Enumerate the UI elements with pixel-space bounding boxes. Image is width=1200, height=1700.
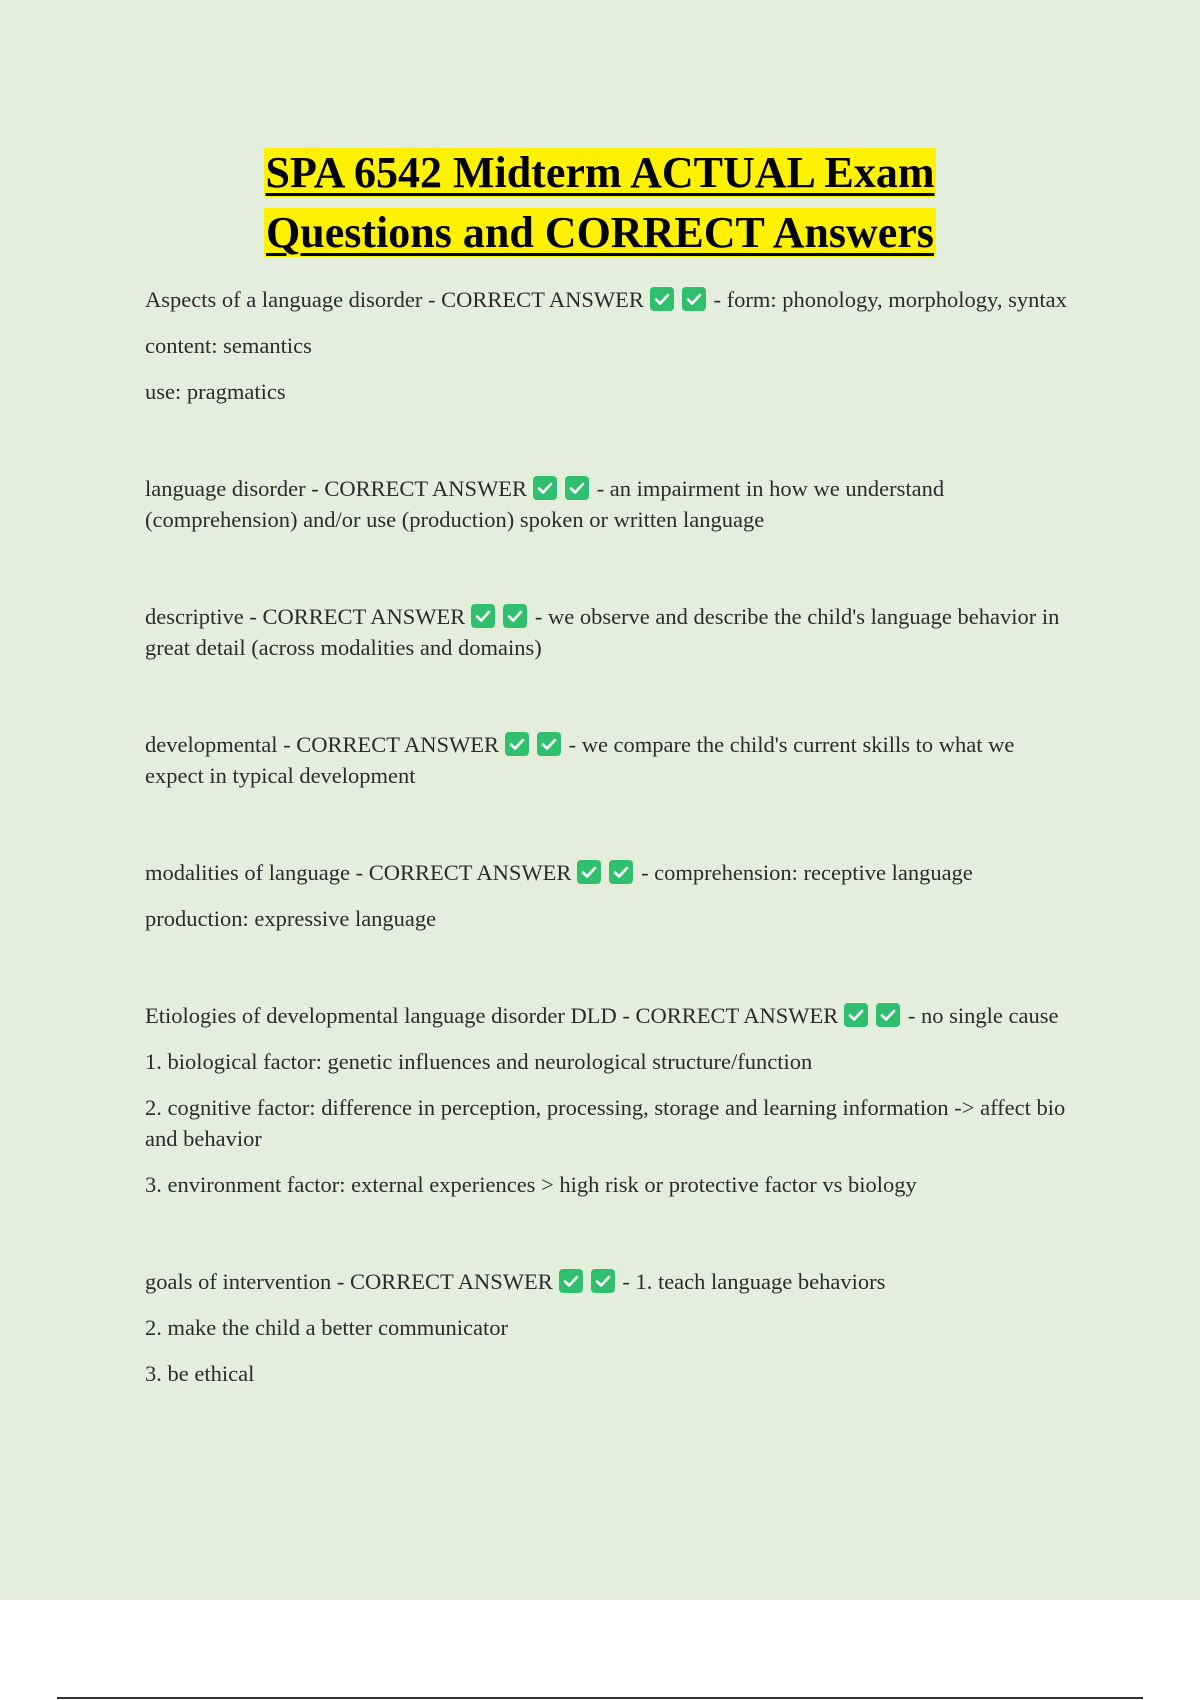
- question-term: Aspects of a language disorder -: [145, 287, 442, 312]
- correct-answer-label: CORRECT ANSWER: [349, 1269, 553, 1294]
- answer-continuation: 2. make the child a better communicator: [145, 1315, 508, 1340]
- check-mark-icon: [533, 476, 557, 500]
- qa-entry: [145, 473, 1075, 535]
- qa-entry: [145, 1266, 1075, 1389]
- title-line-1: SPA 6542 Midterm ACTUAL Exam: [265, 148, 935, 197]
- qa-entry: [145, 1000, 1075, 1200]
- check-mark-icon: [609, 860, 633, 884]
- question-term: developmental -: [145, 732, 297, 757]
- answer-continuation: 3. be ethical: [145, 1361, 255, 1386]
- answer-continuation: 3. environment factor: external experiences > high risk or protective factor vs biology: [145, 1172, 917, 1197]
- question-term: language disorder -: [145, 476, 325, 501]
- question-term: modalities of language -: [145, 860, 369, 885]
- check-mark-icon: [537, 732, 561, 756]
- check-mark-icon: [844, 1003, 868, 1027]
- footer-divider: [57, 1697, 1143, 1699]
- check-mark-icon: [682, 287, 706, 311]
- answer-text: - no single cause: [902, 1003, 1059, 1028]
- qa-entry: [145, 284, 1075, 407]
- qa-question-line: [145, 284, 1075, 315]
- answer-continuation: use: pragmatics: [145, 379, 286, 404]
- check-mark-icon: [565, 476, 589, 500]
- check-mark-icon: [471, 604, 495, 628]
- question-term: goals of intervention -: [145, 1269, 350, 1294]
- check-mark-icon: [650, 287, 674, 311]
- title-line-2: Questions and CORRECT Answers: [266, 208, 934, 257]
- correct-answer-label: CORRECT ANSWER: [324, 476, 528, 501]
- check-mark-icon: [559, 1269, 583, 1293]
- answer-continuation: 1. biological factor: genetic influences and neurological structure/function: [145, 1049, 813, 1074]
- qa-entry: [145, 601, 1075, 663]
- correct-answer-label: CORRECT ANSWER: [635, 1003, 839, 1028]
- correct-answer-label: CORRECT ANSWER: [368, 860, 572, 885]
- qa-list: [145, 284, 1075, 1389]
- question-term: Etiologies of developmental language disorder DLD -: [145, 1003, 636, 1028]
- question-term: descriptive -: [145, 604, 263, 629]
- qa-entry: [145, 729, 1075, 791]
- correct-answer-label: CORRECT ANSWER: [262, 604, 466, 629]
- qa-question-line: [145, 857, 1075, 888]
- answer-continuation: content: semantics: [145, 333, 312, 358]
- qa-question-line: [145, 729, 1075, 791]
- check-mark-icon: [577, 860, 601, 884]
- qa-question-line: [145, 1000, 1075, 1031]
- answer-text: - 1. teach language behaviors: [616, 1269, 886, 1294]
- qa-entry: [145, 857, 1075, 934]
- answer-text: - form: phonology, morphology, syntax: [707, 287, 1067, 312]
- check-mark-icon: [503, 604, 527, 628]
- correct-answer-label: CORRECT ANSWER: [441, 287, 644, 312]
- qa-question-line: [145, 1266, 1075, 1297]
- check-mark-icon: [591, 1269, 615, 1293]
- qa-question-line: [145, 601, 1075, 663]
- answer-text: - an impairment in how we understand (comprehension) and/or use (production) spoken or written language: [145, 476, 945, 532]
- check-mark-icon: [505, 732, 529, 756]
- check-mark-icon: [876, 1003, 900, 1027]
- qa-question-line: [145, 473, 1075, 535]
- answer-continuation: 2. cognitive factor: difference in perception, processing, storage and learning information -> affect bio and behavior: [145, 1095, 1066, 1151]
- correct-answer-label: CORRECT ANSWER: [296, 732, 499, 757]
- answer-text: - we compare the child's current skills to what we expect in typical development: [145, 732, 1015, 788]
- answer-continuation: production: expressive language: [145, 906, 437, 931]
- answer-text: - comprehension: receptive language: [635, 860, 973, 885]
- document-title: [0, 143, 1200, 263]
- answer-text: - we observe and describe the child's language behavior in great detail (across modalities and domains): [145, 604, 1060, 660]
